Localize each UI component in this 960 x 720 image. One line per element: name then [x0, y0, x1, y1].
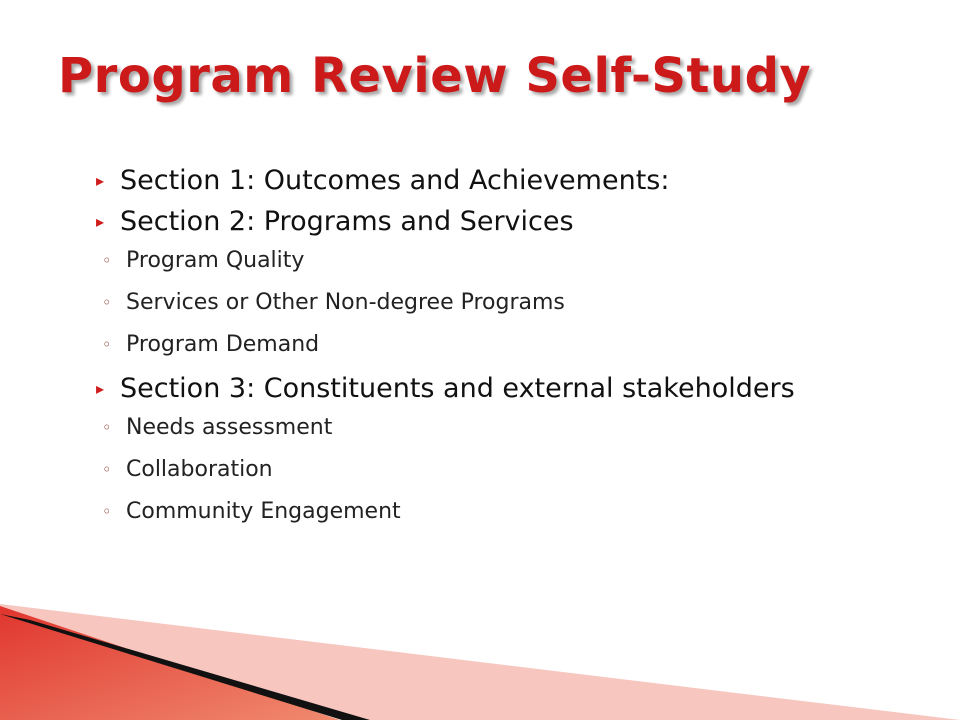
section-2-label: Section 2: Programs and Services	[120, 206, 574, 237]
circle-bullet-icon: ◦	[102, 293, 112, 312]
circle-bullet-icon: ◦	[102, 502, 112, 521]
arrow-bullet-icon: ▸	[96, 171, 105, 190]
arrow-bullet-icon: ▸	[96, 212, 105, 231]
sub-item-label: Needs assessment	[126, 415, 333, 440]
slide-title: Program Review Self-Study	[58, 48, 812, 104]
sub-item-needs-assessment	[102, 407, 856, 449]
section-2-item	[96, 204, 856, 240]
circle-bullet-icon: ◦	[102, 460, 112, 479]
sub-item-community-engagement	[102, 491, 856, 533]
section-3-label: Section 3: Constituents and external stakeholders	[120, 373, 795, 404]
sub-item-label: Program Demand	[126, 332, 320, 357]
sub-item-label: Services or Other Non-degree Programs	[126, 290, 565, 315]
section-3-item	[96, 371, 856, 407]
corner-swoosh-decoration	[0, 600, 960, 720]
sub-item-label: Collaboration	[126, 457, 273, 482]
circle-bullet-icon: ◦	[102, 251, 112, 270]
circle-bullet-icon: ◦	[102, 418, 112, 437]
sub-item-collaboration	[102, 449, 856, 491]
section-1-item	[96, 163, 856, 199]
sub-item-label: Community Engagement	[126, 499, 401, 524]
sub-item-program-demand	[102, 324, 856, 366]
sub-item-label: Program Quality	[126, 248, 305, 273]
bullet-list	[96, 158, 856, 533]
sub-item-program-quality	[102, 240, 856, 282]
circle-bullet-icon: ◦	[102, 335, 112, 354]
sub-item-services	[102, 282, 856, 324]
section-1-label: Section 1: Outcomes and Achievements:	[120, 165, 670, 196]
arrow-bullet-icon: ▸	[96, 379, 105, 398]
